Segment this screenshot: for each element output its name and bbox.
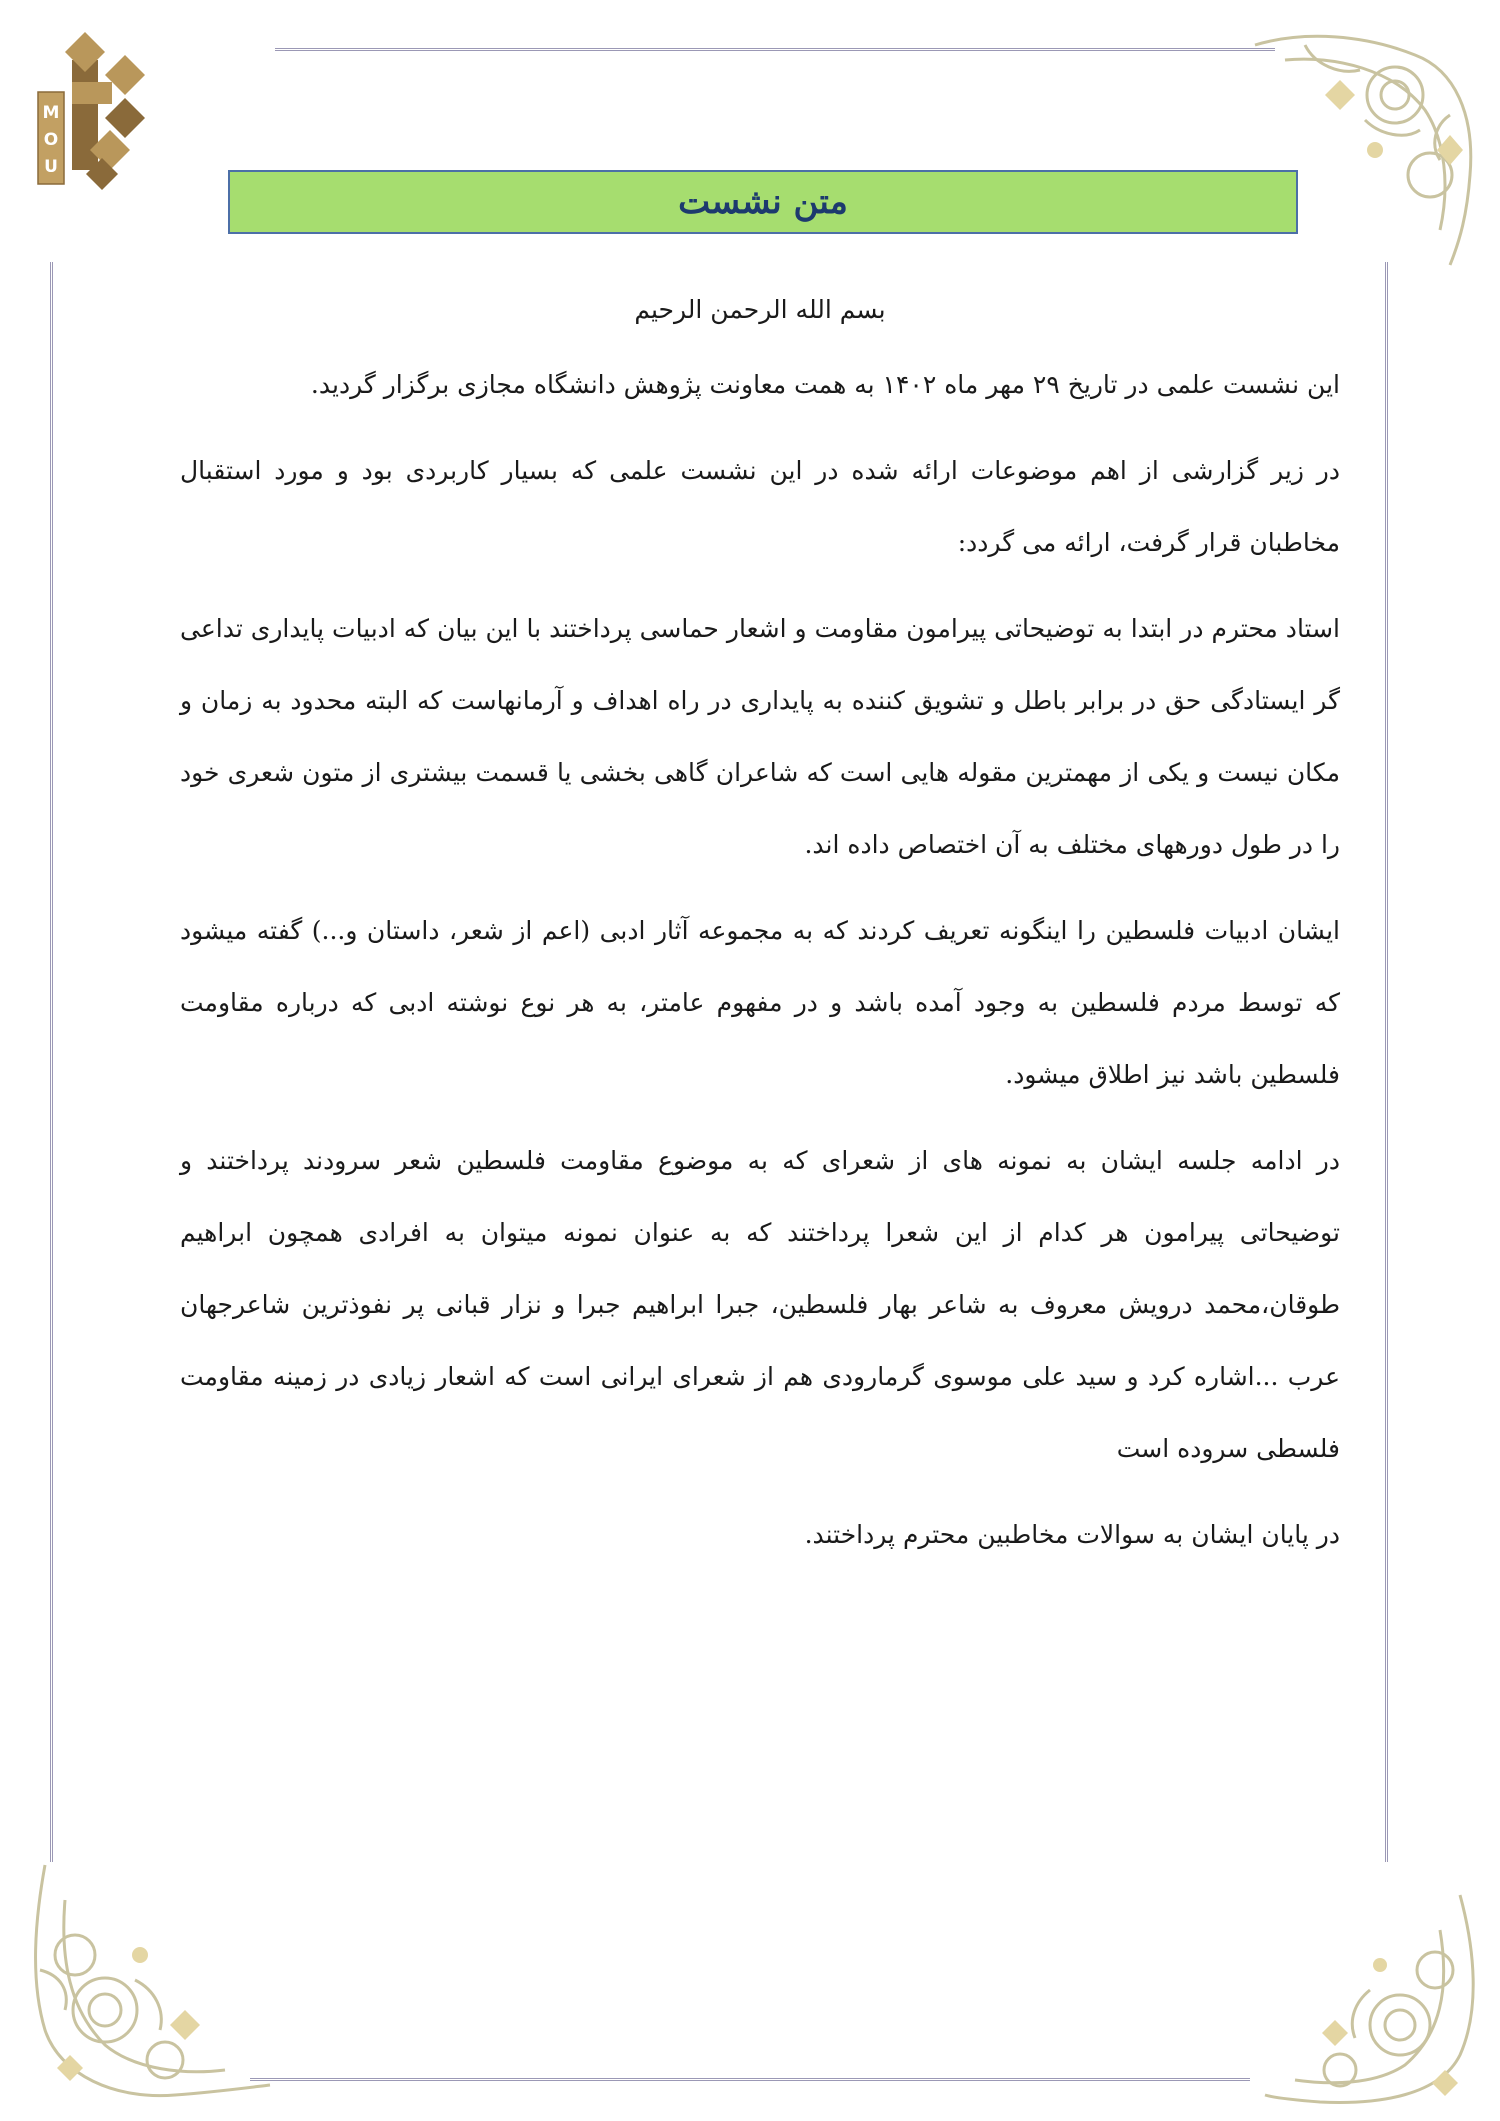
title-banner (228, 170, 1298, 234)
paragraph-1: این نشست علمی در تاریخ ۲۹ مهر ماه ۱۴۰۲ به همت معاونت پژوهش دانشگاه مجازی برگزار گردید. (310, 370, 1340, 399)
logo-letter-m: M (42, 103, 60, 123)
corner-ornament-bottom-right (1260, 1890, 1490, 2115)
corner-ornament-bottom-left (15, 1860, 275, 2115)
bismillah: بسم الله الرحمن الرحیم (634, 295, 886, 324)
paragraph-2: در زیر گزارشی از اهم موضوعات ارائه شده در این نشست علمی که بسیار کاربردی بود و مورد استقبال مخاطبان قرار گرفت، ارائه می گردد: (180, 456, 1340, 557)
frame-top-line (275, 48, 1275, 51)
frame-left-line (50, 262, 53, 1862)
document-body (180, 285, 1340, 1585)
paragraph-3: استاد محترم در ابتدا به توضیحاتی پیرامون مقاومت و اشعار حماسی پرداختند با این بیان که ادبیات پایداری تداعی گر ایستادگی حق در برابر باطل و تشویق کننده به پایداری در راه اهداف و آرمانهاست که البته محدود به زمان و مکان نیست و یکی از مهمترین مقوله هایی است که شاعران گاهی بخشی یا قسمت بیشتری از متون شعری خود را در طول دورههای مختلف به آن اختصاص داده اند. (180, 614, 1340, 859)
paragraph-4: ایشان ادبیات فلسطین را اینگونه تعریف کردند که به مجموعه آثار ادبی (اعم از شعر، داستان و...) گفته میشود که توسط مردم فلسطین به وجود آمده باشد و در مفهوم عامتر، به هر نوع نوشته ادبی که درباره مقاومت فلسطین باشد نیز اطلاق میشود. (180, 916, 1340, 1089)
frame-bottom-line (250, 2078, 1250, 2081)
logo-letter-u: U (44, 157, 58, 177)
logo-letter-o: O (43, 130, 59, 150)
university-logo (30, 30, 160, 190)
paragraph-5: در ادامه جلسه ایشان به نمونه های از شعرای که به موضوع مقاومت فلسطین شعر سرودند پرداختند و توضیحاتی پیرامون هر کدام از این شعرا پرداختند که به عنوان نمونه میتوان به افرادی همچون ابراهیم طوقان،محمد درویش معروف به شاعر بهار فلسطین، جبرا ابراهیم جبرا و نزار قبانی پر نفوذترین شاعرجهان عرب ...اشاره کرد و سید علی موسوی گرمارودی هم از شعرای ایرانی است که اشعار زیادی در زمینه مقاومت فلسطی سروده است (180, 1146, 1340, 1463)
frame-right-line (1385, 262, 1388, 1862)
page-title: متن نشست (678, 182, 848, 222)
paragraph-6: در پایان ایشان به سوالات مخاطبین محترم پرداختند. (804, 1520, 1340, 1549)
